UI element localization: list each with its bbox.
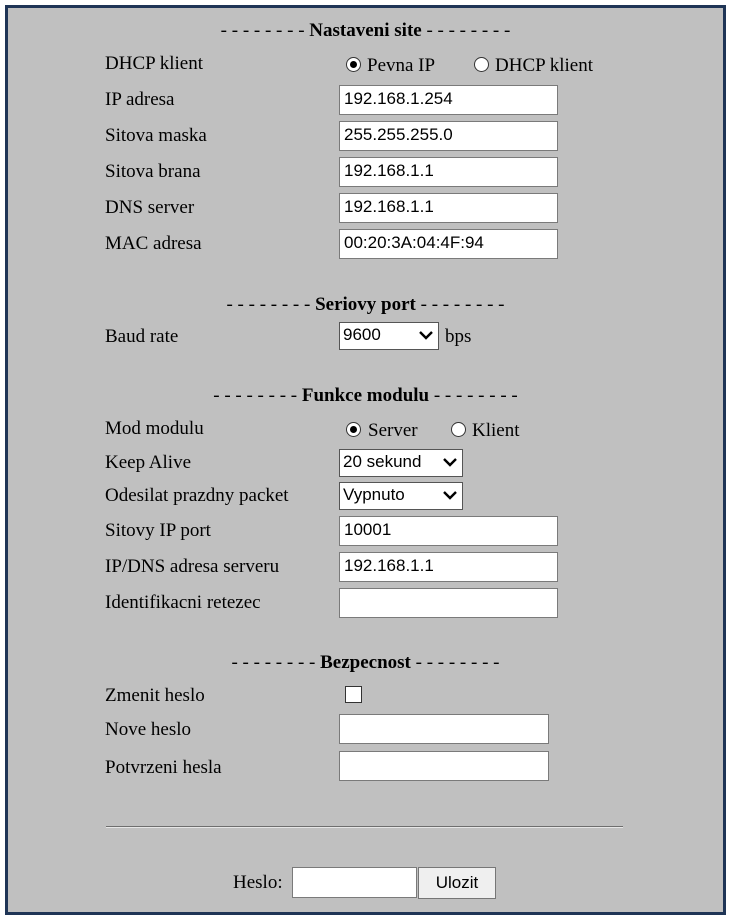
ident-input[interactable] bbox=[339, 588, 558, 618]
keepalive-select-value: 20 sekund bbox=[343, 452, 422, 471]
mask-input[interactable]: 255.255.255.0 bbox=[339, 121, 558, 151]
server-input[interactable]: 192.168.1.1 bbox=[339, 552, 558, 582]
keepalive-label: Keep Alive bbox=[105, 452, 192, 473]
empty-packet-select-value: Vypnuto bbox=[343, 485, 405, 504]
mask-label: Sitova maska bbox=[105, 125, 207, 146]
ip-input[interactable]: 192.168.1.254 bbox=[339, 85, 558, 115]
baud-select[interactable] bbox=[339, 322, 439, 350]
divider bbox=[106, 826, 623, 828]
section-serial-heading: - - - - - - - - Seriovy port - - - - - - - - bbox=[226, 294, 505, 315]
confirm-password-label: Potvrzeni hesla bbox=[105, 757, 222, 778]
radio-server-label: Server bbox=[368, 420, 418, 441]
section-security-heading: - - - - - - - - Bezpecnost - - - - - - - - bbox=[231, 652, 500, 673]
chevron-down-icon bbox=[418, 327, 434, 343]
radio-static-ip[interactable] bbox=[346, 57, 361, 72]
section-module-heading: - - - - - - - - Funkce modulu - - - - - - - - bbox=[213, 385, 518, 406]
baud-label: Baud rate bbox=[105, 326, 179, 347]
mac-input[interactable]: 00:20:3A:04:4F:94 bbox=[339, 229, 558, 259]
radio-server[interactable] bbox=[346, 422, 361, 437]
radio-dhcp-client-label: DHCP klient bbox=[495, 55, 593, 76]
baud-select-value: 9600 bbox=[343, 325, 381, 344]
baud-unit: bps bbox=[445, 326, 472, 347]
keepalive-select[interactable] bbox=[339, 449, 463, 477]
server-label: IP/DNS adresa serveru bbox=[105, 556, 280, 577]
port-label: Sitovy IP port bbox=[105, 520, 211, 541]
ident-label: Identifikacni retezec bbox=[105, 592, 261, 613]
radio-client[interactable] bbox=[451, 422, 466, 437]
change-password-checkbox[interactable] bbox=[345, 686, 362, 703]
change-password-label: Zmenit heslo bbox=[105, 685, 205, 706]
password-input[interactable] bbox=[292, 867, 417, 898]
confirm-password-input[interactable] bbox=[339, 751, 549, 781]
empty-packet-label: Odesilat prazdny packet bbox=[105, 485, 289, 506]
radio-dhcp-client[interactable] bbox=[474, 57, 489, 72]
new-password-label: Nove heslo bbox=[105, 719, 192, 740]
empty-packet-select[interactable] bbox=[339, 482, 463, 510]
ip-label: IP adresa bbox=[105, 89, 175, 110]
mode-label: Mod modulu bbox=[105, 418, 204, 439]
password-label: Heslo: bbox=[233, 872, 283, 893]
section-network-heading: - - - - - - - - Nastaveni site - - - - - - - - bbox=[220, 20, 511, 41]
radio-static-ip-label: Pevna IP bbox=[367, 55, 436, 76]
dns-input[interactable]: 192.168.1.1 bbox=[339, 193, 558, 223]
gateway-label: Sitova brana bbox=[105, 161, 201, 182]
dhcp-label: DHCP klient bbox=[105, 53, 203, 74]
chevron-down-icon bbox=[442, 454, 458, 470]
chevron-down-icon bbox=[442, 487, 458, 503]
new-password-input[interactable] bbox=[339, 714, 549, 744]
dns-label: DNS server bbox=[105, 197, 195, 218]
gateway-input[interactable]: 192.168.1.1 bbox=[339, 157, 558, 187]
radio-client-label: Klient bbox=[472, 420, 520, 441]
save-button[interactable]: Ulozit bbox=[418, 867, 496, 899]
mac-label: MAC adresa bbox=[105, 233, 202, 254]
port-input[interactable]: 10001 bbox=[339, 516, 558, 546]
